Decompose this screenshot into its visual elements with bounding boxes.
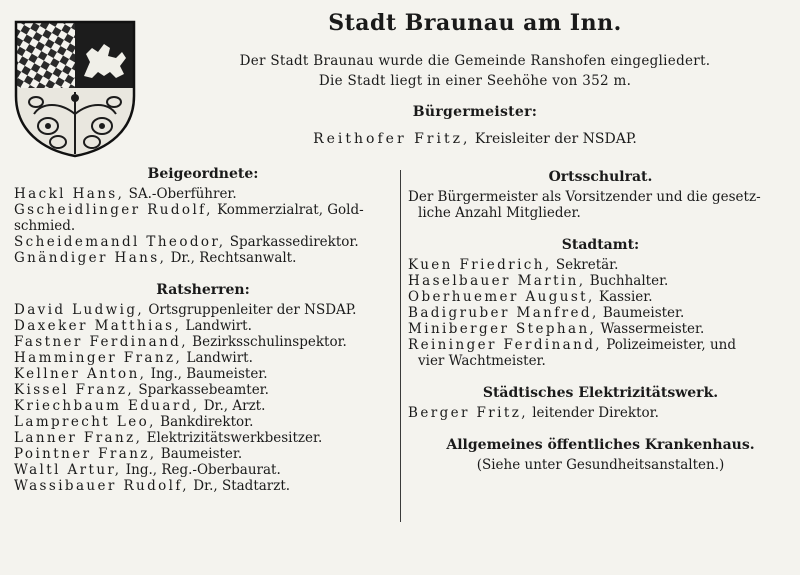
ortsschulrat-line-2: liche Anzahl Mitglieder. [418, 205, 581, 221]
list-item: vier Wachtmeister. [418, 353, 546, 369]
list-item: Lamprecht Leo, Bankdirektor. [14, 414, 254, 430]
list-item: Lanner Franz, Elektrizitätswerkbesitzer. [14, 430, 323, 446]
list-item: Waltl Artur, Ing., Reg.-Oberbaurat. [14, 462, 281, 478]
krankenhaus-heading: Allgemeines öffentliches Krankenhaus. [446, 437, 755, 453]
list-item: Gnändiger Hans, Dr., Rechtsanwalt. [14, 250, 297, 266]
list-item: Hamminger Franz, Landwirt. [14, 350, 253, 366]
page-title: Stadt Braunau am Inn. [328, 10, 622, 36]
left-column [14, 162, 392, 494]
list-item: Haselbauer Martin, Buchhalter. [408, 273, 669, 289]
krankenhaus-note: (Siehe unter Gesundheitsanstalten.) [476, 457, 725, 473]
list-item: Fastner Ferdinand, Bezirksschulinspektor. [14, 334, 347, 350]
list-item: Badigruber Manfred, Baumeister. [408, 305, 685, 321]
ewerk-entry: Berger Fritz, leitender Direktor. [408, 405, 659, 421]
ewerk-heading: Städtisches Elektrizitätswerk. [482, 385, 719, 401]
mayor-entry [150, 131, 800, 147]
list-item: Wassibauer Rudolf, Dr., Stadtarzt. [14, 478, 291, 494]
beigeordnete-list [14, 186, 392, 266]
list-item: Reininger Ferdinand, Polizeimeister, und [408, 337, 737, 353]
stadtamt-list [408, 257, 793, 369]
list-item: Scheidemandl Theodor, Sparkassedirektor. [14, 234, 359, 250]
ortsschulrat-line-1: Der Bürgermeister als Vorsitzender und die gesetz- [408, 189, 761, 205]
stadtamt-heading: Stadtamt: [561, 237, 640, 253]
intro-line-1: Der Stadt Braunau wurde die Gemeinde Ranshofen eingegliedert. [239, 53, 711, 69]
beigeordnete-heading: Beigeordnete: [147, 166, 259, 182]
column-divider [400, 170, 401, 522]
right-column [408, 165, 793, 473]
list-item: Gscheidlinger Rudolf, Kommerzialrat, Gold- [14, 202, 364, 218]
list-item: Kellner Anton, Ing., Baumeister. [14, 366, 268, 382]
list-item: Daxeker Matthias, Landwirt. [14, 318, 252, 334]
intro-line-2: Die Stadt liegt in einer Seehöhe von 352 m. [318, 73, 632, 89]
ratsherren-heading: Ratsherren: [156, 282, 250, 298]
mayor-name: Reithofer Fritz, [313, 131, 471, 147]
list-item: Kriechbaum Eduard, Dr., Arzt. [14, 398, 266, 414]
list-item: David Ludwig, Ortsgruppenleiter der NSDAP. [14, 302, 357, 318]
list-item: schmied. [14, 218, 76, 234]
list-item: Kissel Franz, Sparkassebeamter. [14, 382, 269, 398]
list-item: Kuen Friedrich, Sekretär. [408, 257, 619, 273]
list-item: Pointner Franz, Baumeister. [14, 446, 243, 462]
coat-of-arms-icon [12, 18, 138, 158]
ortsschulrat-heading: Ortsschulrat. [548, 169, 653, 185]
list-item: Hackl Hans, SA.-Oberführer. [14, 186, 237, 202]
mayor-role: Kreisleiter der NSDAP. [470, 131, 637, 147]
mayor-heading: Bürgermeister: [412, 104, 538, 120]
list-item: Oberhuemer August, Kassier. [408, 289, 653, 305]
ratsherren-list [14, 302, 392, 494]
list-item: Miniberger Stephan, Wassermeister. [408, 321, 705, 337]
